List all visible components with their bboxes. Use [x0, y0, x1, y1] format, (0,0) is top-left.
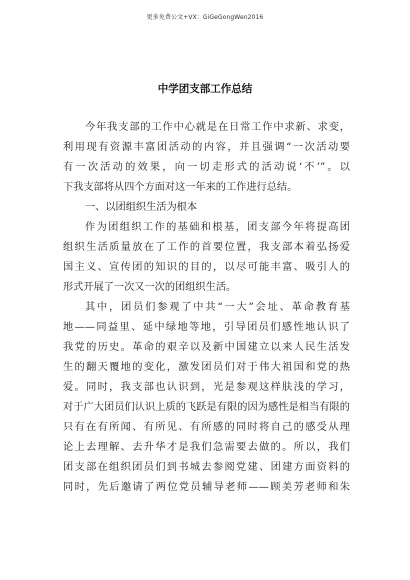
paragraph-line: 今年我支部的工作中心就是在日常工作中求新、求变，: [85, 122, 350, 133]
section-heading: 一、以团组织生活为根本: [85, 202, 198, 213]
paragraph-line: 只有在有所闻、有所见、有所感的同时将自己的感受从理: [63, 422, 350, 433]
paragraph-line: 利用现有资源丰富团活动的内容，并且强调“一次活动要: [63, 142, 350, 153]
paragraph-line: 同时，先后邀请了两位党员辅导老师——顾美芳老师和朱: [63, 482, 350, 493]
paragraph-line: 我党的历史。革命的艰辛以及新中国建立以来人民生活发: [63, 342, 350, 353]
document-body: [63, 118, 350, 498]
paragraph-line: 团支部在组织团员们到书城去参阅党建、团建方面资料的: [63, 462, 350, 473]
paragraph-line: 组织生活质量放在了工作的首要位置，我支部本着弘扬爱: [63, 242, 350, 253]
paragraph-line: 作为团组织工作的基础和根基，团支部今年将提高团: [85, 222, 350, 233]
paragraph-line: 有一次活动的效果，向一切走形式的活动说‘不’”。以: [63, 162, 350, 173]
paragraph-line: 地——同益里、延中绿地等地，引导团员们感性地认识了: [63, 322, 350, 333]
paragraph-line: 爱。同时，我支部也认识到，光是参观这样肤浅的学习，: [63, 382, 350, 393]
paragraph-line: 对于广大团员们认识上质的飞跃是有限的因为感性是相当有限的: [63, 402, 350, 413]
paragraph-line: 形式开展了一次又一次的团组织生活。: [63, 282, 237, 293]
header-note: 更多免费公文+VX：GiGeGongWen2016: [146, 14, 264, 21]
paragraph-line: 下我支部将从四个方面对这一年来的工作进行总结。: [63, 182, 298, 193]
paragraph-line: 生的翻天覆地的变化，激发团员们对于伟大祖国和党的热: [63, 362, 350, 373]
document-title: 中学团支部工作总结: [157, 83, 253, 95]
paragraph-line: 国主义、宣传团的知识的目的，以尽可能丰富、吸引人的: [63, 262, 350, 273]
paragraph-line: 其中，团员们参观了中共“一大”会址、革命教育基: [85, 302, 350, 313]
paragraph-line: 论上去理解、去升华才是我们急需要去做的。所以，我们: [63, 442, 350, 453]
